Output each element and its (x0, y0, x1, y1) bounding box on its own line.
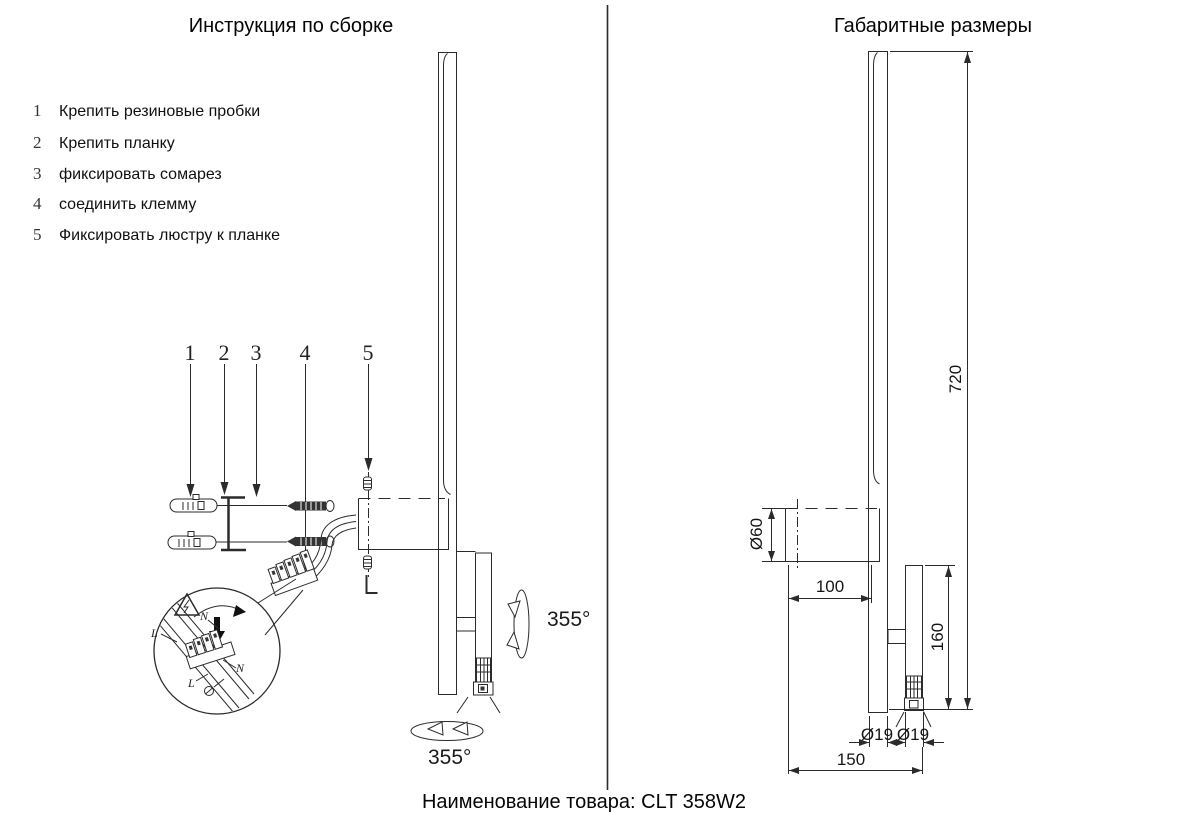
corner-bracket (367, 575, 378, 593)
assembly-diagram (153, 53, 529, 741)
step-4 (33, 194, 196, 214)
dim-label-100: 100 (815, 577, 845, 596)
dim-label-720: 720 (946, 364, 965, 394)
product-name-caption: Наименование товара: CLT 358W2 (421, 791, 746, 813)
mounting-strap (216, 498, 287, 551)
lamp-swivel-rod (457, 552, 501, 714)
part-label-3: 3 (250, 340, 262, 365)
wire-label-n-top: N (200, 609, 209, 623)
step-number: 2 (33, 133, 42, 152)
step-1 (33, 101, 260, 121)
wire-label-l-bottom: L (188, 676, 195, 690)
grub-screw-top (364, 477, 372, 490)
vertical-rotation-indicator (507, 590, 529, 658)
left-panel-title: Инструкция по сборке (188, 15, 394, 37)
dim-lamp-main-rod (869, 52, 888, 713)
step-number: 1 (33, 101, 42, 120)
terminal-block (264, 550, 318, 596)
step-text: Крепить планку (59, 135, 175, 152)
dim-label-150: 150 (836, 750, 866, 769)
step-2 (33, 133, 175, 153)
part-label-1: 1 (184, 340, 196, 365)
step-3 (33, 164, 222, 184)
dim-label-d19-left: Ø19 (860, 725, 894, 744)
grub-screw-bottom (364, 556, 372, 569)
step-5 (33, 225, 280, 245)
dim-mount-box (786, 499, 880, 571)
rotation-angle-vertical: 355° (547, 608, 591, 631)
wiring-detail-circle (153, 579, 303, 714)
step-text: Фиксировать люстру к планке (59, 227, 281, 244)
dim-label-d19-right: Ø19 (896, 725, 930, 744)
dim-label-d60: Ø60 (747, 517, 766, 551)
wire-label-n-right: N (236, 661, 245, 675)
right-panel-title: Габаритные размеры (833, 15, 1033, 37)
rotation-angle-horizontal: 355° (428, 746, 472, 769)
step-text: Крепить резиновые пробки (59, 103, 261, 120)
part-label-2: 2 (218, 340, 230, 365)
part-label-4: 4 (299, 340, 311, 365)
rubber-plug-bottom (168, 532, 216, 550)
part-label-5: 5 (362, 340, 374, 365)
dim-lamp-swivel-rod (888, 566, 931, 728)
screw-top (287, 501, 334, 512)
step-number: 4 (33, 194, 42, 213)
step-number: 3 (33, 164, 42, 183)
step-text: соединить клемму (59, 196, 197, 213)
lamp-main-rod (439, 53, 457, 695)
step-number: 5 (33, 225, 42, 244)
rubber-plug-top (170, 495, 217, 513)
horizontal-rotation-indicator (411, 722, 483, 741)
dimensions-diagram (762, 52, 973, 775)
step-text: фиксировать сомарез (59, 166, 222, 183)
dim-label-160: 160 (928, 622, 947, 652)
wire-label-l-left: L (151, 626, 158, 640)
